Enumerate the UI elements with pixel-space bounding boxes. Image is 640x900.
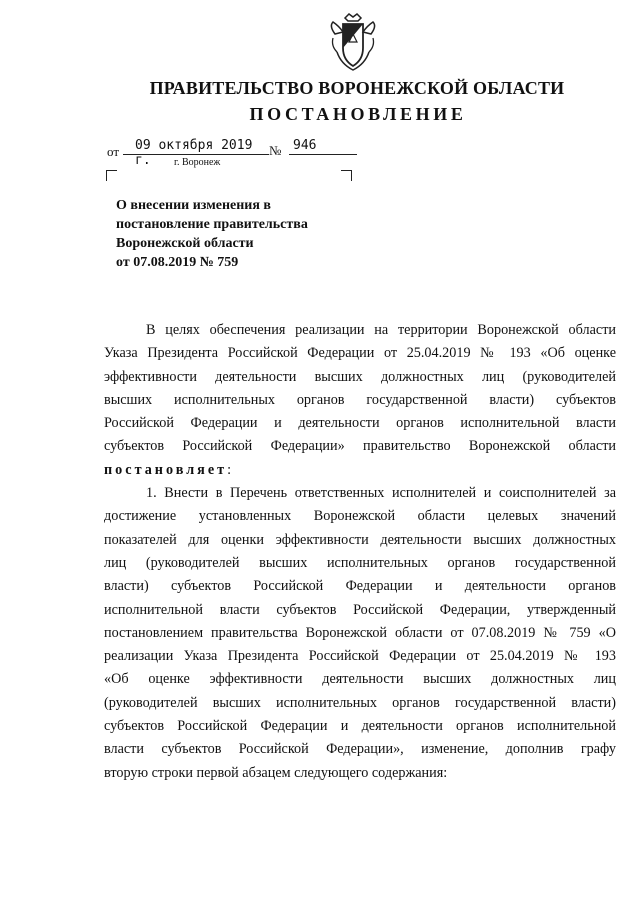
item-line: власти) субъектов Российской Федерации и деятельности органов — [104, 578, 616, 595]
document-body — [104, 319, 616, 785]
corner-mark-right — [341, 170, 352, 181]
preamble-line: В целях обеспечения реализации на территории Воронежской области — [146, 322, 616, 338]
preamble-line: эффективности деятельности высших должностных лиц (руководителей — [104, 368, 616, 385]
subject-line: Воронежской области — [116, 236, 254, 251]
document-number: 946 — [289, 138, 357, 155]
preamble-line: Российской Федерации и деятельности органов исполнительной власти — [104, 415, 616, 432]
document-subject — [116, 196, 356, 272]
item-line: постановлением правительства Воронежской области от 07.08.2019 № 759 «О — [104, 624, 616, 641]
corner-mark-left — [106, 170, 117, 181]
subject-line: постановление правительства — [116, 217, 308, 232]
item-line: 1. Внести в Перечень ответственных исполнителей и соисполнителей за — [146, 485, 616, 502]
item-line: лиц (руководителей высших исполнительных органов государственной — [104, 554, 616, 571]
item-line: (руководителей высших исполнительных органов государственной власти) — [104, 694, 616, 711]
government-name: ПРАВИТЕЛЬСТВО ВОРОНЕЖСКОЙ ОБЛАСТИ — [149, 78, 565, 98]
date-prefix: от — [107, 144, 120, 159]
preamble-line: Указа Президента Российской Федерации от 25.04.2019 № 193 «Об оценке — [104, 345, 616, 362]
item-line: достижение установленных Воронежской области целевых значений — [104, 508, 616, 525]
item-line: показателей для оценки эффективности деятельности высших должностных — [104, 531, 616, 548]
decree-word: постановляет — [104, 461, 228, 478]
coat-of-arms-icon — [327, 12, 379, 72]
subject-line: О внесении изменения в — [116, 198, 271, 213]
subject-line: от 07.08.2019 № 759 — [116, 255, 239, 270]
item-line: вторую строки первой абзацем следующего содержания: — [104, 764, 448, 781]
item-line: исполнительной власти субъектов Российской Федерации, утвержденный — [104, 601, 616, 618]
preamble-line: высших исполнительных органов государственной власти) субъектов — [104, 391, 616, 408]
document-type: ПОСТАНОВЛЕНИЕ — [249, 104, 467, 124]
decree-colon: : — [227, 461, 232, 478]
item-line: реализации Указа Президента Российской Федерации от 25.04.2019 № 193 — [104, 648, 616, 665]
item-line: субъектов Российской Федерации и деятельности органов исполнительной — [104, 718, 616, 735]
item-line: «Об оценке эффективности деятельности высших должностных лиц — [104, 671, 616, 688]
number-sign: № — [269, 143, 282, 158]
preamble-line: субъектов Российской Федерации» правительство Воронежской области — [104, 438, 616, 455]
document-date: 09 октября 2019 г. — [123, 138, 269, 155]
decree-line — [104, 459, 616, 482]
city: г. Воронеж — [174, 157, 221, 168]
item-line: власти субъектов Российской Федерации», изменение, дополнив графу — [104, 741, 616, 758]
